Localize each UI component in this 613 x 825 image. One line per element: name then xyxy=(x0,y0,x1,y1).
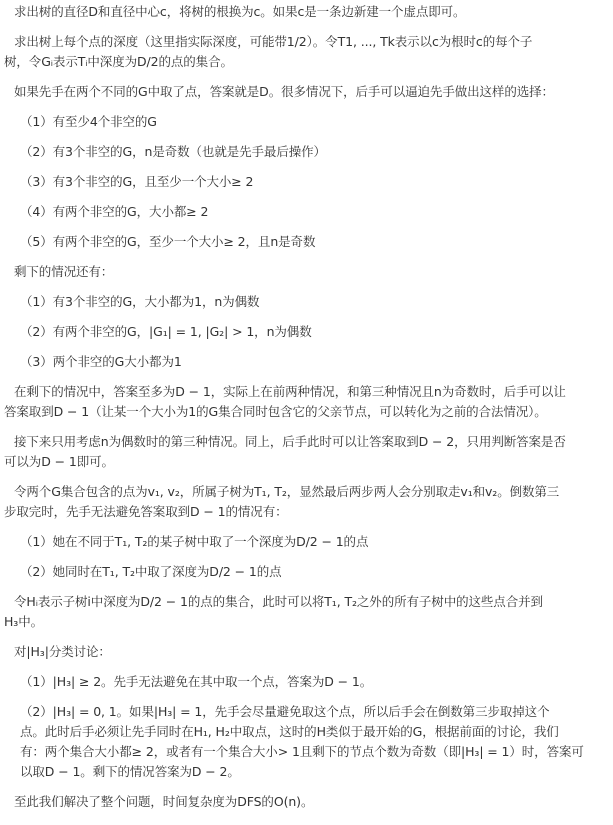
text-line: 点。此时后手必须让先手同时在H₁, H₂中取点，这时的H类似于最开始的G，根据前面的讨论，我们 xyxy=(20,724,559,739)
text-line: 求出树上每个点的深度（这里指实际深度，可能带1/2）。令T1, ..., Tk表示以c为根时c的每个子 xyxy=(14,34,533,49)
list-item xyxy=(4,112,607,132)
text-line: 令两个G集合包含的点为v₁, v₂，所属子树为T₁, T₂，显然最后两步两人会分别取走v₁和v₂。倒数第三 xyxy=(14,484,560,499)
text-line: 答案取到D − 1（让某一个大小为1的G集合同时包含它的父亲节点，可以转化为之前的合法情况）。 xyxy=(4,404,547,419)
text-line: 剩下的情况还有： xyxy=(14,264,114,279)
text-line: 步取完时，先手无法避免答案取到D − 1的情况有： xyxy=(4,504,288,519)
list-item xyxy=(4,172,607,192)
text-line: 如果先手在两个不同的G中取了点，答案就是D。很多情况下，后手可以逼迫先手做出这样的选择： xyxy=(14,84,554,99)
list-item xyxy=(4,292,607,312)
text-line: （5）有两个非空的G，至少一个大小≥ 2，且n是奇数 xyxy=(20,234,316,249)
text-line: （2）有3个非空的G，n是奇数（也就是先手最后操作） xyxy=(20,144,326,159)
text-line: 可以为D − 1即可。 xyxy=(4,454,114,469)
text-line: （1）她在不同于T₁, T₂的某子树中取了一个深度为D/2 − 1的点 xyxy=(20,534,369,549)
text-line: H₃中。 xyxy=(4,614,44,629)
text-line: 树，令Gᵢ表示Tᵢ中深度为D/2的点的集合。 xyxy=(4,54,233,69)
text-line: （3）有3个非空的G，且至少一个大小≥ 2 xyxy=(20,174,254,189)
list-item xyxy=(4,562,607,582)
text-line: （2）她同时在T₁, T₂中取了深度为D/2 − 1的点 xyxy=(20,564,282,579)
text-line: （3）两个非空的G大小都为1 xyxy=(20,354,182,369)
list-item xyxy=(4,702,607,782)
para-remaining xyxy=(4,262,607,282)
text-line: 对|H₃|分类讨论： xyxy=(14,644,111,659)
list-item xyxy=(4,202,607,222)
list-item xyxy=(4,232,607,252)
list-item xyxy=(4,142,607,162)
list-item xyxy=(4,352,607,372)
text-line: 在剩下的情况中，答案至多为D − 1，实际上在前两种情况，和第三种情况且n为奇数时，后手可以让 xyxy=(14,384,566,399)
text-line: （2）有两个非空的G，|G₁| = 1, |G₂| > 1，n为偶数 xyxy=(20,324,312,339)
list-item xyxy=(4,532,607,552)
para-conclusion xyxy=(4,792,607,812)
para-depth xyxy=(4,32,607,72)
para-third-case xyxy=(4,432,607,472)
text-line: （2）|H₃| = 0, 1。如果|H₃| = 1，先手会尽量避免取这个点，所以后手会在倒数第三步取掉这个 xyxy=(20,704,550,719)
para-h-sets xyxy=(4,592,607,632)
text-line: （1）有3个非空的G，大小都为1，n为偶数 xyxy=(20,294,260,309)
para-h3-cases xyxy=(4,642,607,662)
text-line: 有：两个集合大小都≥ 2，或者有一个集合大小> 1且剩下的节点个数为奇数（即|H₃| = 1）时，答案可 xyxy=(20,744,584,759)
text-line: 至此我们解决了整个问题，时间复杂度为DFS的O(n)。 xyxy=(14,794,314,809)
para-two-sets xyxy=(4,482,607,522)
para-remaining-analysis xyxy=(4,382,607,422)
para-diameter xyxy=(4,2,607,22)
text-line: （1）|H₃| ≥ 2。先手无法避免在其中取一个点，答案为D − 1。 xyxy=(20,674,373,689)
text-line: 求出树的直径D和直径中心c，将树的根换为c。如果c是一条边新建一个虚点即可。 xyxy=(14,4,466,19)
text-line: （4）有两个非空的G，大小都≥ 2 xyxy=(20,204,209,219)
list-item xyxy=(4,672,607,692)
text-line: 令Hᵢ表示子树i中深度为D/2 − 1的点的集合，此时可以将T₁, T₂之外的所有子树中的这些点合并到 xyxy=(14,594,543,609)
list-item xyxy=(4,322,607,342)
text-line: （1）有至少4个非空的G xyxy=(20,114,157,129)
para-forcing-intro xyxy=(4,82,607,102)
text-line: 以取D − 1。剩下的情况答案为D − 2。 xyxy=(20,764,240,779)
text-line: 接下来只用考虑n为偶数时的第三种情况。同上，后手此时可以让答案取到D − 2，只用判断答案是否 xyxy=(14,434,566,449)
